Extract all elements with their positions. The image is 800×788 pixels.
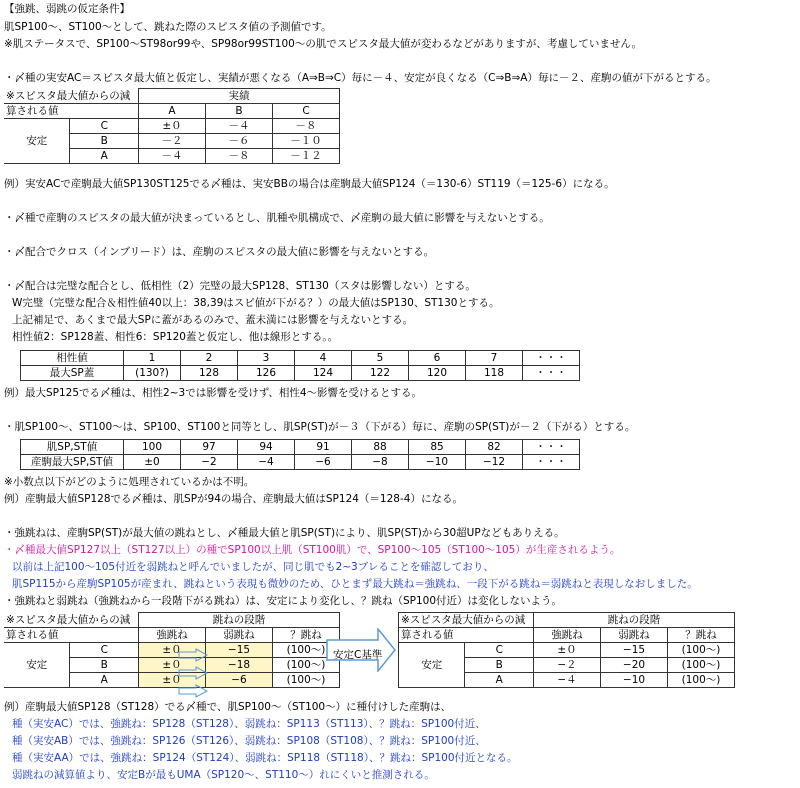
row-label: 相性値 [21, 351, 124, 366]
cell: 120 [409, 366, 466, 381]
arrow-label: 安定C基準 [333, 649, 383, 661]
corner-top: ※スピスタ最大値からの減 [399, 613, 534, 628]
row-label: A [465, 673, 534, 688]
cell: (130?) [124, 366, 181, 381]
sec6-line-3: 以前は上記100～105付近を弱跳ねと呼んでいましたが、同じ肌でも2~3ブレることを確認しており、 [12, 561, 494, 573]
sec4-line-3: 上記補足で、あくまで最大SPに蓋があるのみで、蓋未満には影響を与えないとする。 [12, 314, 414, 326]
jisseki-antei-table [4, 88, 340, 164]
cell: (100～) [273, 658, 340, 673]
sec4-line-4: 相性値2：SP128蓋、相性6：SP120蓋と仮定し、他は線形とする。。 [12, 331, 339, 343]
row-label: A [70, 149, 139, 164]
sec1-text: ・〆種の実安AC＝スピスタ最大値と仮定し、実績が悪くなる（A⇒B⇒C）毎に－４、安定が良くなる（C⇒B⇒A）毎に－２、産駒の値が下がるとする。 [4, 72, 717, 84]
cell: －１２ [273, 149, 340, 164]
cell: －４ [206, 119, 273, 134]
cell: −10 [601, 673, 668, 688]
stage-header: 跳ねの段階 [139, 613, 340, 628]
cell: −10 [409, 455, 466, 470]
sec4-line-1: ・〆配合は完璧な配合とし、低相性（2）完璧の最大SP128、ST130（スタは影響しない）とする。 [4, 280, 476, 292]
col-header: 弱跳ね [601, 628, 668, 643]
sec1-example: 例）実安ACで産駒最大値SP130ST125でる〆種は、実安BBの場合は産駒最大値SP124（＝130-6）ST119（＝125-6）になる。 [4, 178, 615, 190]
row-label: 肌SP,ST値 [21, 440, 124, 455]
sec5-note: ※小数点以下がどのように処理されているかは不明。 [4, 476, 255, 488]
antei-label: 安定 [4, 119, 70, 164]
sec6-line-2: ・〆種最大値SP127以上（ST127以上）の種でSP100以上肌（ST100肌）で、SP100～105（ST100～105）が生産されるよう。 [4, 544, 621, 556]
cell: 122 [352, 366, 409, 381]
cell: 3 [238, 351, 295, 366]
sec6-line-5: ・強跳ねと弱跳ね（強跳ねから一段階下がる跳ね）は、安定により変化し、？跳ね（SP100付近）は変化しないよう。 [4, 595, 563, 607]
cell: ・・・ [523, 455, 580, 470]
cell: (100～) [273, 673, 340, 688]
aishou-table [20, 350, 580, 381]
cell: －８ [206, 149, 273, 164]
sec7-line-2: 種（実安AC）では、強跳ね：SP128（ST128）、弱跳ね：SP113（ST113）、？跳ね：SP100付近、 [12, 718, 486, 730]
row-label: A [70, 673, 139, 688]
corner-top: ※スピスタ最大値からの減 [4, 613, 139, 628]
cell: ・・・ [523, 366, 580, 381]
stage-header: 跳ねの段階 [534, 613, 735, 628]
cell: 100 [124, 440, 181, 455]
sec5-text: ・肌SP100～、ST100～は、SP100、ST100と同等とし、肌SP(ST)が－３（下がる）毎に、産駒のSP(ST)が－２（下がる）とする。 [4, 421, 636, 433]
col-b: B [206, 104, 273, 119]
cell: −12 [466, 455, 523, 470]
cell: −18 [206, 658, 273, 673]
sec4-line-2: W完璧（完璧な配合＆相性値40以上：38,39はスピ値が下がる？）の最大値はSP130、ST130とする。 [12, 297, 500, 309]
col-header: 強跳ね [139, 628, 206, 643]
row-label: 最大SP蓋 [21, 366, 124, 381]
cell: 88 [352, 440, 409, 455]
cell: −6 [206, 673, 273, 688]
sec4-example: 例）最大SP125でる〆種は、相性2~3では影響を受けず、相性4～影響を受けるとする。 [4, 387, 423, 399]
jisseki-header: 実績 [139, 89, 340, 104]
cell: −8 [352, 455, 409, 470]
cell: (100～) [668, 658, 735, 673]
sec3-text: ・〆配合でクロス（インブリード）は、産駒のスピスタの最大値に影響を与えないとする。 [4, 246, 435, 258]
cell: ±０ [139, 643, 206, 658]
heading: 【強跳、弱跳の仮定条件】 [4, 3, 130, 15]
cell: −４ [534, 673, 601, 688]
cell: ±0 [124, 455, 181, 470]
cell: 2 [181, 351, 238, 366]
sec7-line-1: 例）産駒最大値SP128（ST128）でる〆種で、肌SP100～（ST100～）に種付けした産駒は、 [4, 701, 452, 713]
cell: 85 [409, 440, 466, 455]
sec7-line-4: 種（実安AA）では、強跳ね：SP124（ST124）、弱跳ね：SP118（ST118）、？跳ね：SP100付近となる。 [12, 752, 518, 764]
small-arrow-icon [178, 648, 208, 662]
sec7-line-3: 種（実安AB）では、強跳ね：SP126（ST126）、弱跳ね：SP108（ST108）、？跳ね：SP100付近、 [12, 735, 486, 747]
col-header: ？跳ね [273, 628, 340, 643]
cell: 7 [466, 351, 523, 366]
sec2-text: ・〆種で産駒のスピスタの最大値が決まっているとし、肌種や肌構成で、〆産駒の最大値に影響を与えないとする。 [4, 212, 550, 224]
cell: −4 [238, 455, 295, 470]
cell: 118 [466, 366, 523, 381]
cell: 94 [238, 440, 295, 455]
cell: 97 [181, 440, 238, 455]
corner-top: ※スピスタ最大値からの減 [6, 89, 131, 102]
cell: ±０ [139, 119, 206, 134]
row-label: B [70, 658, 139, 673]
corner-bottom: 算される値 [4, 628, 139, 643]
cell: 6 [409, 351, 466, 366]
row-label: 産駒最大SP,ST値 [21, 455, 124, 470]
row-label: C [465, 643, 534, 658]
cell: 124 [295, 366, 352, 381]
small-arrow-icon [178, 684, 208, 698]
cell: (100～) [668, 643, 735, 658]
cell: ±０ [139, 673, 206, 688]
cell: ・・・ [523, 440, 580, 455]
cell: －６ [206, 134, 273, 149]
corner-bottom: 算される値 [399, 628, 534, 643]
sec6-line-1: ・強跳ねは、産駒SP(ST)が最大値の跳ねとし、〆種最大値と肌SP(ST)により、肌SP(ST)から30超UPなどもありえる。 [4, 527, 565, 539]
cell: 128 [181, 366, 238, 381]
sec6-line-4: 肌SP115から産駒SP105が産まれ、跳ねという表現も微妙のため、ひとまず最大跳ね＝強跳ね、一段下がる跳ね＝弱跳ねと表現しなおしました。 [12, 578, 698, 590]
cell: −2 [181, 455, 238, 470]
cell: (100～) [668, 673, 735, 688]
cell: 91 [295, 440, 352, 455]
cell: −２ [534, 658, 601, 673]
sec5-example: 例）産駒最大値SP128でる〆種は、肌SPが94の場合、産駒最大値はSP124（＝128-4）になる。 [4, 493, 463, 505]
cell: －１０ [273, 134, 340, 149]
cell: 4 [295, 351, 352, 366]
cell: −15 [601, 643, 668, 658]
col-header: 弱跳ね [206, 628, 273, 643]
col-c: C [273, 104, 340, 119]
cell: －２ [139, 134, 206, 149]
cell: －４ [139, 149, 206, 164]
antei-label: 安定 [4, 643, 70, 688]
row-label: B [70, 134, 139, 149]
cell: 5 [352, 351, 409, 366]
cell: ±０ [534, 643, 601, 658]
cell: −6 [295, 455, 352, 470]
col-header: ？跳ね [668, 628, 735, 643]
small-arrow-icon [178, 666, 208, 680]
col-header: 強跳ね [534, 628, 601, 643]
hane-table-right [398, 612, 735, 688]
row-label: B [465, 658, 534, 673]
col-a: A [139, 104, 206, 119]
cell: −15 [206, 643, 273, 658]
intro-line-1: 肌SP100～、ST100～として、跳ねた際のスピスタ値の予測値です。 [4, 21, 332, 33]
row-label: C [70, 119, 139, 134]
cell: −20 [601, 658, 668, 673]
corner-bottom: 算される値 [4, 104, 139, 119]
intro-line-2: ※肌ステータスで、SP100～ST98or99や、SP98or99ST100～の肌でスピスタ最大値が変わるなどがありますが、考慮していません。 [4, 38, 642, 50]
cell: 126 [238, 366, 295, 381]
antei-label: 安定 [399, 643, 465, 688]
cell: ・・・ [523, 351, 580, 366]
cell: 1 [124, 351, 181, 366]
row-label: C [70, 643, 139, 658]
sec7-line-5: 弱跳ねの減算値より、安定Bが最もUMA（SP120～、ST110～）れにくいと推測される。 [12, 769, 435, 781]
cell: (100～) [273, 643, 340, 658]
cell: －８ [273, 119, 340, 134]
hada-table [20, 439, 580, 470]
cell: 82 [466, 440, 523, 455]
cell: ±０ [139, 658, 206, 673]
hane-table-left [4, 612, 340, 688]
